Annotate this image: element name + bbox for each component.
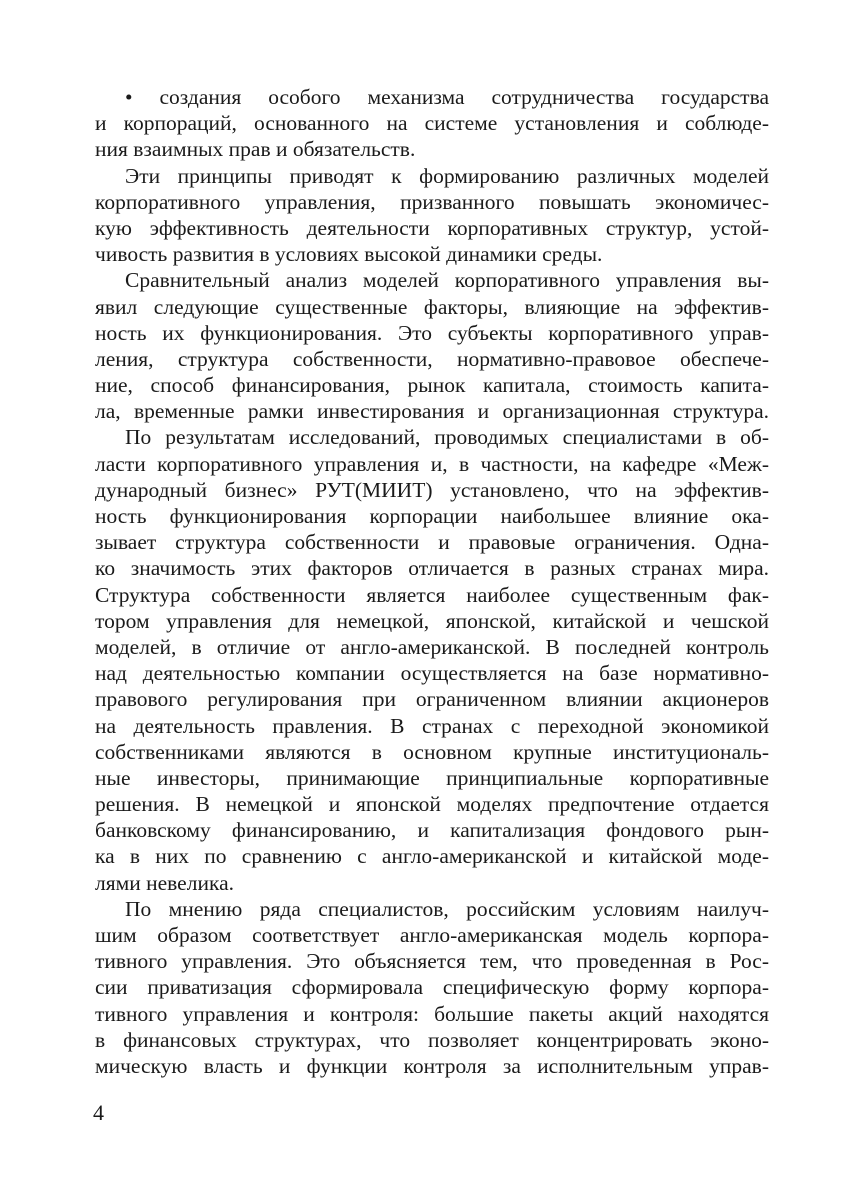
paragraph-4-line-16: банковскому финансированию, и капитализация фондового рын-	[95, 818, 769, 843]
paragraph-4-line-10: над деятельностью компании осуществляется на базе нормативно-	[95, 661, 769, 686]
paragraph-5-line-4: сии приватизация сформировала специфическую форму корпора-	[95, 975, 769, 1000]
paragraph-1-line-3: ния взаимных прав и обязательств.	[95, 137, 416, 162]
paragraph-4-line-6: ко значимость этих факторов отличается в разных странах мира.	[95, 556, 769, 581]
paragraph-4-line-1: По результатам исследований, проводимых специалистами в об-	[125, 425, 769, 450]
paragraph-4-line-4: ность функционирования корпорации наибольшее влияние ока-	[95, 504, 769, 528]
paragraph-4-line-9: моделей, в отличие от англо-американской. В последней контроль	[95, 634, 769, 659]
paragraph-4-line-8: тором управления для немецкой, японской, китайской и чешской	[95, 608, 769, 633]
paragraph-5-line-6: в финансовых структурах, что позволяет концентрировать эконо-	[95, 1027, 769, 1052]
paragraph-3-line-6: ла, временные рамки инвестирования и организационная структура.	[95, 399, 769, 424]
paragraph-4-line-3: дународный бизнес» РУТ(МИИТ) установлено, что на эффектив-	[95, 477, 769, 502]
paragraph-5-line-5: тивного управления и контроля: большие пакеты акций находятся	[95, 1001, 769, 1026]
paragraph-5-line-1: По мнению ряда специалистов, российским условиям наилуч-	[125, 896, 769, 921]
paragraph-5-line-7: мическую власть и функции контроля за исполнительным управ-	[95, 1053, 769, 1078]
paragraph-4-line-11: правового регулирования при ограниченном влиянии акционеров	[95, 687, 769, 712]
paragraph-4-line-17: ка в них по сравнению с англо-американской и китайской моде-	[95, 844, 769, 869]
paragraph-2-line-2: корпоративного управления, призванного повышать экономичес-	[95, 189, 769, 214]
paragraph-2-line-3: кую эффективность деятельности корпоративных структур, устой-	[95, 215, 769, 240]
paragraph-4-line-12: на деятельность правления. В странах с переходной экономикой	[95, 713, 769, 738]
paragraph-4-line-2: ласти корпоративного управления и, в частности, на кафедре «Меж-	[95, 451, 769, 476]
page-number: 4	[93, 1100, 104, 1125]
paragraph-3-line-2: явил следующие существенные факторы, влияющие на эффектив-	[95, 294, 769, 319]
paragraph-2-line-1: Эти принципы приводят к формированию различных моделей	[125, 163, 769, 188]
paragraph-2-line-4: чивость развития в условиях высокой динамики среды.	[95, 242, 603, 267]
paragraph-5-line-3: тивного управления. Это объясняется тем, что проведенная в Рос-	[95, 949, 769, 974]
paragraph-5-line-2: шим образом соответствует англо-американская модель корпора-	[95, 923, 769, 947]
paragraph-1-line-2: и корпораций, основанного на системе установления и соблюде-	[95, 111, 769, 136]
paragraph-4-line-7: Структура собственности является наиболее существенным фак-	[95, 582, 769, 607]
paragraph-4-line-15: решения. В немецкой и японской моделях предпочтение отдается	[95, 792, 769, 817]
paragraph-3-line-5: ние, способ финансирования, рынок капитала, стоимость капита-	[95, 373, 769, 398]
paragraph-4-line-18: лями невелика.	[95, 870, 234, 895]
paragraph-4-line-5: зывает структура собственности и правовые ограничения. Одна-	[95, 530, 769, 555]
paragraph-3-line-1: Сравнительный анализ моделей корпоративного управления вы-	[125, 268, 769, 293]
paragraph-1-line-1: • создания особого механизма сотрудничества государства	[125, 85, 769, 109]
body-text	[95, 84, 769, 1079]
paragraph-4-line-14: ные инвесторы, принимающие принципиальные корпоративные	[95, 765, 769, 790]
paragraph-4-line-13: собственниками являются в основном крупные институциональ-	[95, 739, 769, 764]
paragraph-3-line-3: ность их функционирования. Это субъекты корпоративного управ-	[95, 320, 769, 345]
paragraph-3-line-4: ления, структура собственности, нормативно-правовое обеспече-	[95, 346, 769, 371]
